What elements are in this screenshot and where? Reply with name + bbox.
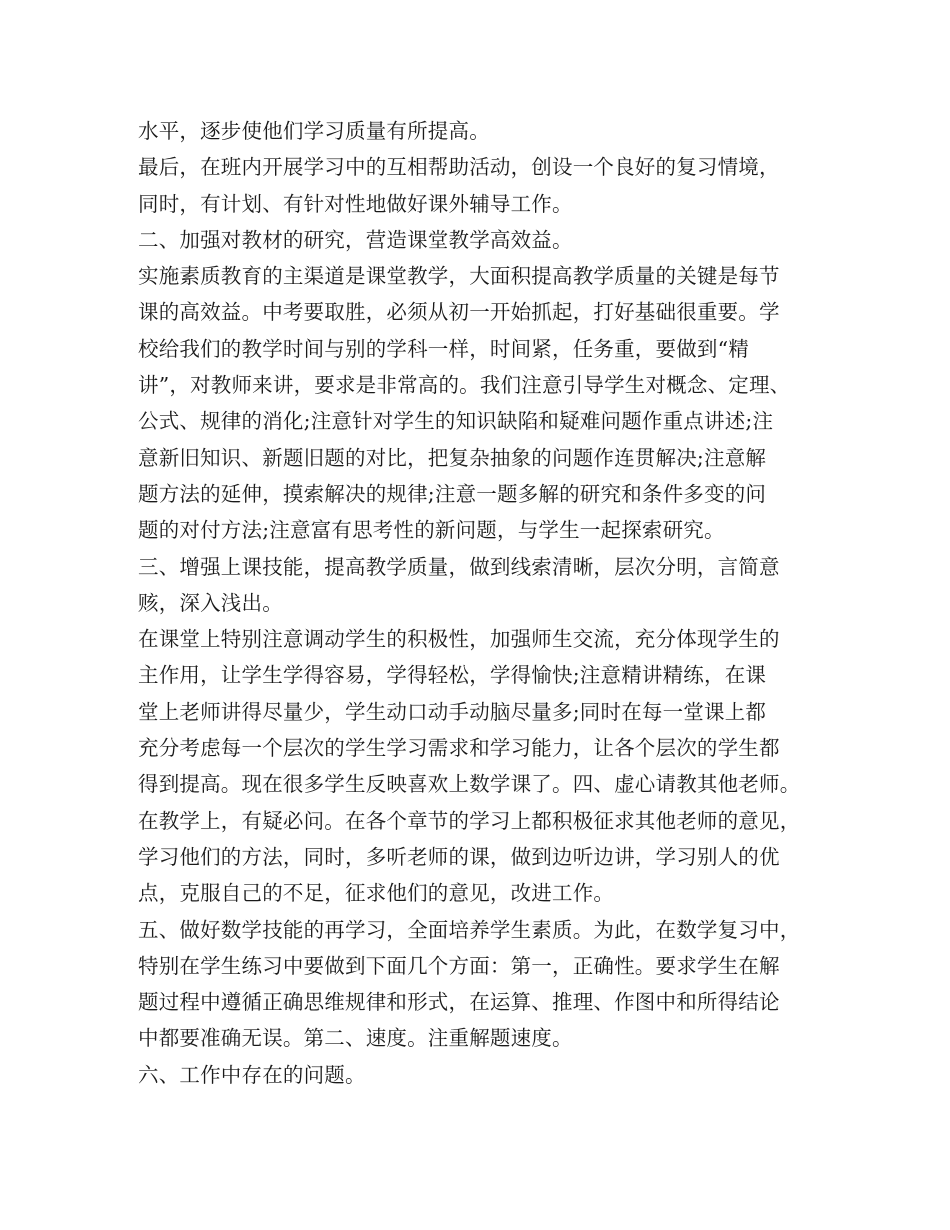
text-line: 堂上老师讲得尽量少，学生动口动手动脑尽量多;同时在每一堂课上都 [138,699,767,724]
text-line: 特别在学生练习中要做到下面几个方面：第一，正确性。要求学生在解 [138,953,780,978]
section-heading: 六、工作中存在的问题。 [138,1062,366,1087]
text-line: 题的对付方法;注意富有思考性的新问题，与学生一起探索研究。 [138,518,725,543]
text-line: 意新旧知识、新题旧题的对比，把复杂抽象的问题作连贯解决;注意解 [138,445,767,470]
text-line: 同时，有计划、有针对性地做好课外辅导工作。 [138,191,573,216]
text-line: 点，克服自己的不足，征求他们的意见，改进工作。 [138,881,615,906]
text-line: 水平，逐步使他们学习质量有所提高。 [138,119,490,143]
text-line: 学习他们的方法，同时，多听老师的课，做到边听边讲，学习别人的优 [138,844,780,869]
text-line: 充分考虑每一个层次的学生学习需求和学习能力，让各个层次的学生都 [138,736,780,761]
text-line: 讲”，对教师来讲，要求是非常高的。我们注意引导学生对概念、定理、 [138,373,791,398]
text-line: 题过程中遵循正确思维规律和形式，在运算、推理、作图中和所得结论 [138,990,780,1015]
text-line: 赅，深入浅出。 [138,590,283,615]
text-line: 最后，在班内开展学习中的互相帮助活动，创设一个良好的复习情境， [138,155,780,180]
text-line: 题方法的延伸，摸索解决的规律;注意一题多解的研究和条件多变的问 [138,481,767,506]
text-line: 课的高效益。中考要取胜，必须从初一开始抓起，打好基础很重要。学 [138,300,780,325]
text-line: 实施素质教育的主渠道是课堂教学，大面积提高教学质量的关键是每节 [138,264,780,289]
text-line: 在教学上，有疑必问。在各个章节的学习上都积极征求其他老师的意见， [138,808,801,833]
text-line: 校给我们的教学时间与别的学科一样，时间紧，任务重，要做到“精 [138,336,749,361]
text-line: 得到提高。现在很多学生反映喜欢上数学课了。四、虚心请教其他老师。 [138,772,801,797]
text-line: 在课堂上特别注意调动学生的积极性，加强师生交流，充分体现学生的 [138,627,780,652]
section-heading: 二、加强对教材的研究，营造课堂教学高效益。 [138,227,573,252]
document-body [138,113,828,1093]
text-line: 中都要准确无误。第二、速度。注重解题速度。 [138,1026,573,1051]
text-line: 主作用，让学生学得容易，学得轻松，学得愉快;注意精讲精练，在课 [138,663,767,688]
section-heading: 三、增强上课技能，提高教学质量，做到线索清晰，层次分明，言简意 [138,554,780,579]
text-line: 公式、规律的消化;注意针对学生的知识缺陷和疑难问题作重点讲述;注 [138,409,774,434]
section-heading: 五、做好数学技能的再学习，全面培养学生素质。为此，在数学复习中， [138,917,801,942]
